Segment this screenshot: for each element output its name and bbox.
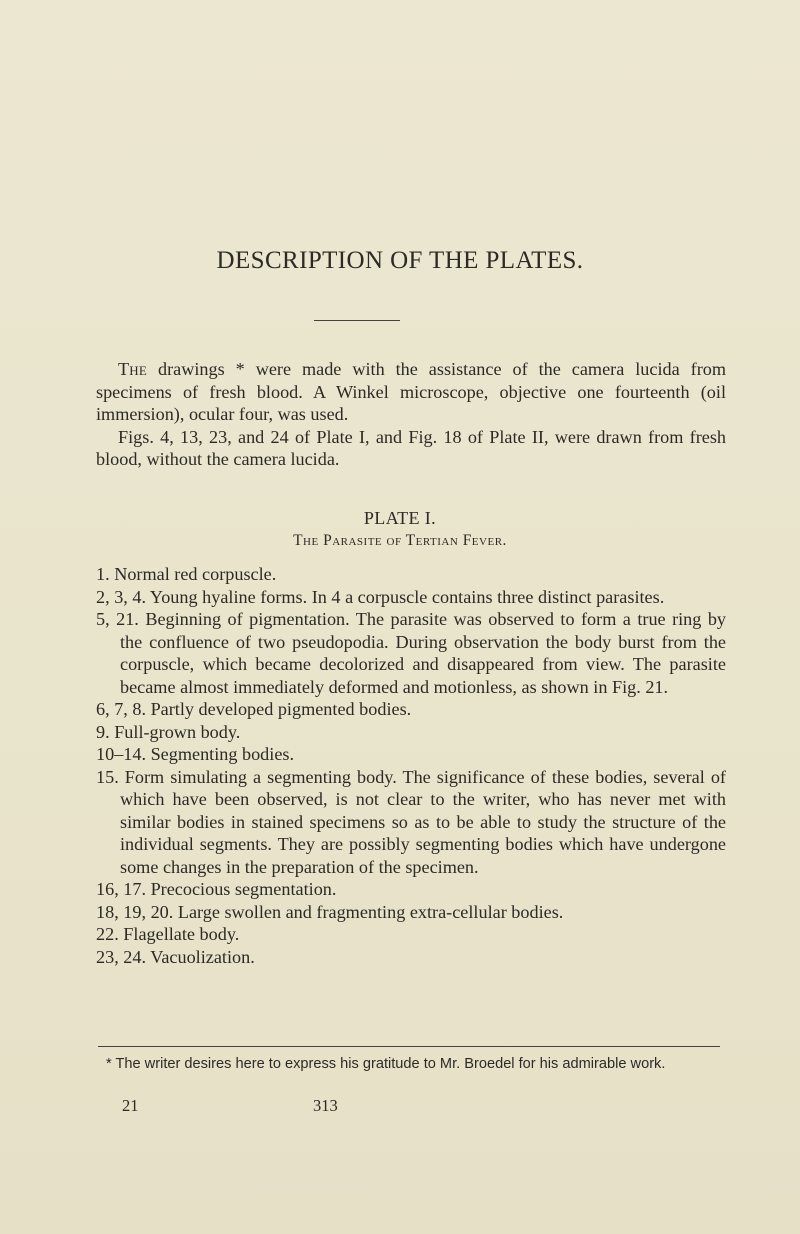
figure-number: 6, 7, 8. (96, 699, 147, 719)
list-item (96, 743, 726, 766)
list-item (96, 698, 726, 721)
list-item (96, 878, 726, 901)
page-number: 313 (313, 1096, 338, 1115)
title-divider (314, 320, 400, 321)
figure-description: Young hyaline forms. In 4 a corpuscle contains three distinct parasites. (149, 586, 665, 607)
figure-list (96, 563, 726, 968)
list-item (96, 766, 726, 879)
list-item (96, 608, 726, 698)
signature-mark: 21 (122, 1096, 139, 1115)
figure-description: Normal red corpuscle. (114, 564, 277, 584)
list-item (96, 946, 726, 969)
intro-paragraph-2: Figs. 4, 13, 23, and 24 of Plate I, and Fig. 18 of Plate II, were drawn from fresh blood, without the camera lucida. (96, 426, 726, 469)
figure-number: 2, 3, 4. (96, 586, 147, 607)
figure-description: Partly developed pigmented bodies. (150, 699, 412, 719)
figure-number: 5, 21. (96, 609, 139, 629)
figure-number: 23, 24. (96, 946, 147, 967)
figure-number: 22. (96, 924, 119, 944)
list-item (96, 923, 726, 946)
list-item (96, 721, 726, 744)
figure-number: 15. (96, 766, 119, 787)
figure-description: Large swollen and fragmenting extra-cellular bodies. (177, 901, 564, 922)
figure-description: Beginning of pigmentation. The parasite was observed to form a true ring by the confluence of two pseudopodia. During observation the body burst from the corpuscle, which became decolorized and disappeared from view. The parasite became almost immediately deformed and motionless, as shown in Fig. 21. (120, 609, 727, 697)
figure-number: 1. (96, 564, 110, 584)
intro-paragraph-1 (96, 358, 726, 426)
figure-description: Full-grown body. (114, 721, 241, 742)
intro-paragraph-1-text: drawings * were made with the assistance of the camera lucida from specimens of fresh blood. A Winkel microscope, objective one fourteenth (oil immersion), ocular four, was used. (96, 359, 726, 424)
intro-section (96, 358, 726, 471)
figure-description: Vacuolization. (150, 946, 255, 967)
figure-description: Flagellate body. (123, 924, 240, 944)
figure-description: Precocious segmentation. (150, 879, 337, 899)
figure-number: 16, 17. (96, 879, 147, 899)
footnote-divider (98, 1046, 720, 1047)
list-item (96, 586, 726, 609)
figure-description: Segmenting bodies. (150, 744, 295, 764)
plate-subtitle: The Parasite of Tertian Fever. (293, 532, 507, 549)
figure-number: 18, 19, 20. (96, 901, 174, 922)
figure-description: Form simulating a segmenting body. The significance of these bodies, several of which have been observed, is not clear to the writer, who has never met with similar bodies in stained specimens so as to be able to study the structure of the individual segments. They are possibly segmenting bodies which have undergone some changes in the preparation of the specimen. (120, 766, 726, 877)
footnote: * The writer desires here to express his gratitude to Mr. Broedel for his admirable work. (106, 1056, 666, 1072)
page-title: DESCRIPTION OF THE PLATES. (216, 247, 584, 274)
lead-word: The (118, 359, 148, 379)
figure-number: 9. (96, 721, 110, 742)
plate-heading: PLATE I. (363, 508, 437, 528)
list-item (96, 901, 726, 924)
list-item (96, 563, 726, 586)
figure-number: 10–14. (96, 744, 147, 764)
